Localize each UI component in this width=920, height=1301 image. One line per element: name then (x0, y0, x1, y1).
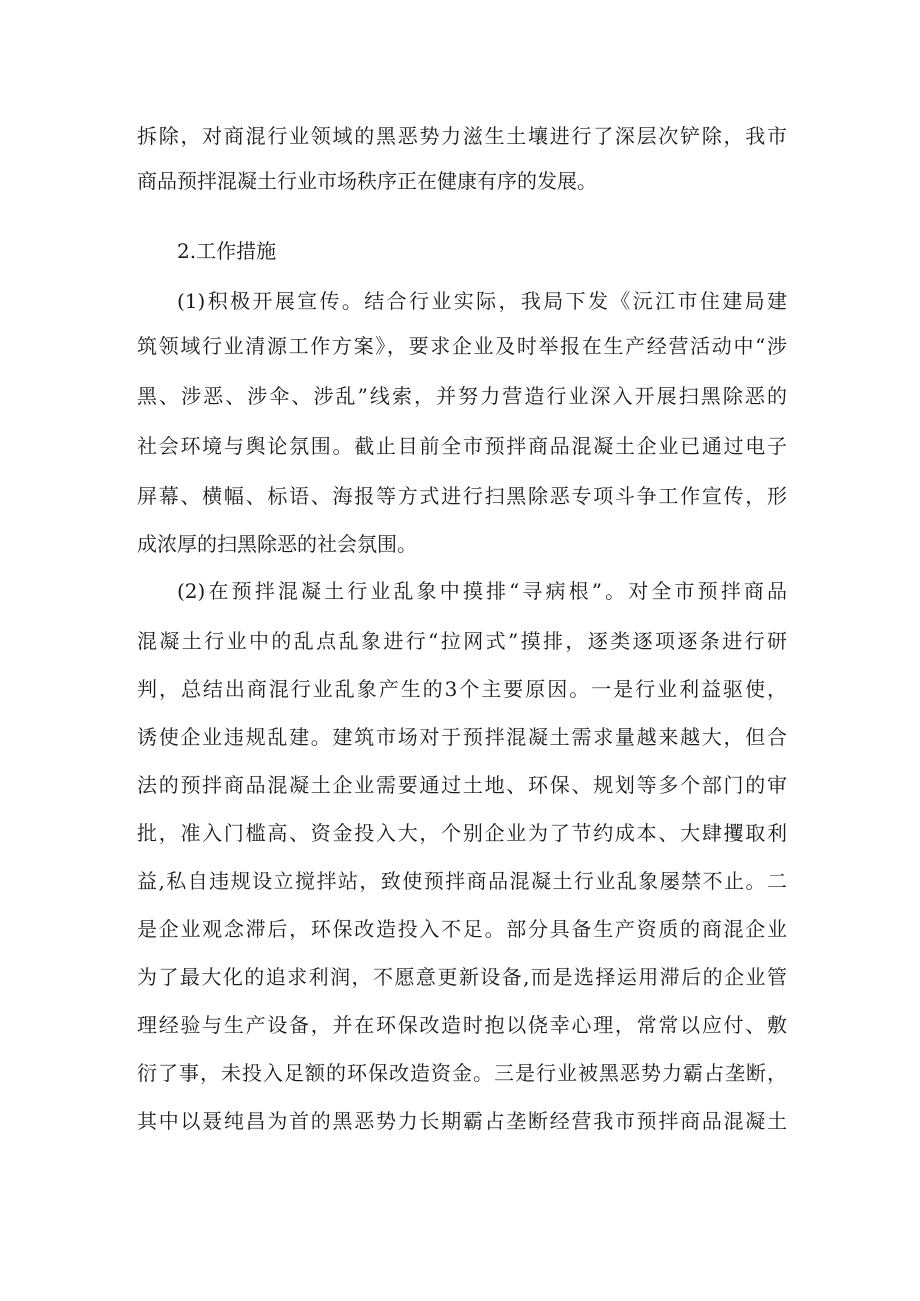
paragraph-2-line-2: 混凝土行业中的乱点乱象进行“拉网式”摸排，逐类逐项逐条进行研 (137, 629, 787, 653)
paragraph-intro-line-1: 拆除，对商混行业领域的黑恶势力滋生土壤进行了深层次铲除，我市 (137, 124, 787, 148)
paragraph-1-line-1: (1)积极开展宣传。结合行业实际，我局下发《沅江市住建局建 (177, 289, 787, 313)
paragraph-2-line-11: 衍了事，未投入足额的环保改造资金。三是行业被黑恶势力霸占垄断， (137, 1061, 787, 1085)
paragraph-2-line-9: 为了最大化的追求利润，不愿意更新设备,而是选择运用滞后的企业管 (137, 965, 787, 989)
paragraph-2-line-10: 理经验与生产设备，并在环保改造时抱以侥幸心理，常常以应付、敷 (137, 1013, 787, 1037)
section-heading: 2.工作措施 (177, 239, 277, 263)
paragraph-1-line-3: 黑、涉恶、涉伞、涉乱”线索，并努力营造行业深入开展扫黑除恶的 (137, 384, 787, 408)
paragraph-2-line-8: 是企业观念滞后，环保改造投入不足。部分具备生产资质的商混企业 (137, 917, 787, 941)
paragraph-2-line-4: 诱使企业违规乱建。建筑市场对于预拌混凝土需求量越来越大，但合 (137, 725, 787, 749)
paragraph-2-line-5: 法的预拌商品混凝土企业需要通过土地、环保、规划等多个部门的审 (137, 773, 787, 797)
paragraph-intro-line-2: 商品预拌混凝土行业市场秩序正在健康有序的发展。 (137, 169, 597, 193)
paragraph-1-line-5: 屏幕、横幅、标语、海报等方式进行扫黑除恶专项斗争工作宣传，形 (137, 484, 787, 508)
paragraph-2-line-6: 批，准入门槛高、资金投入大，个别企业为了节约成本、大肆攫取利 (137, 821, 787, 845)
paragraph-2-line-7: 益,私自违规设立搅拌站，致使预拌商品混凝土行业乱象屡禁不止。二 (137, 869, 787, 893)
paragraph-2-line-3: 判，总结出商混行业乱象产生的3个主要原因。一是行业利益驱使， (137, 677, 787, 701)
paragraph-2-line-12: 其中以聂纯昌为首的黑恶势力长期霸占垄断经营我市预拌商品混凝土 (137, 1109, 787, 1133)
paragraph-2-line-1: (2)在预拌混凝土行业乱象中摸排“寻病根”。对全市预拌商品 (177, 579, 787, 603)
paragraph-1-line-4: 社会环境与舆论氛围。截止目前全市预拌商品混凝土企业已通过电子 (137, 434, 787, 458)
paragraph-1-line-6: 成浓厚的扫黑除恶的社会氛围。 (137, 532, 417, 556)
paragraph-1-line-2: 筑领域行业清源工作方案》，要求企业及时举报在生产经营活动中“涉 (137, 334, 787, 358)
